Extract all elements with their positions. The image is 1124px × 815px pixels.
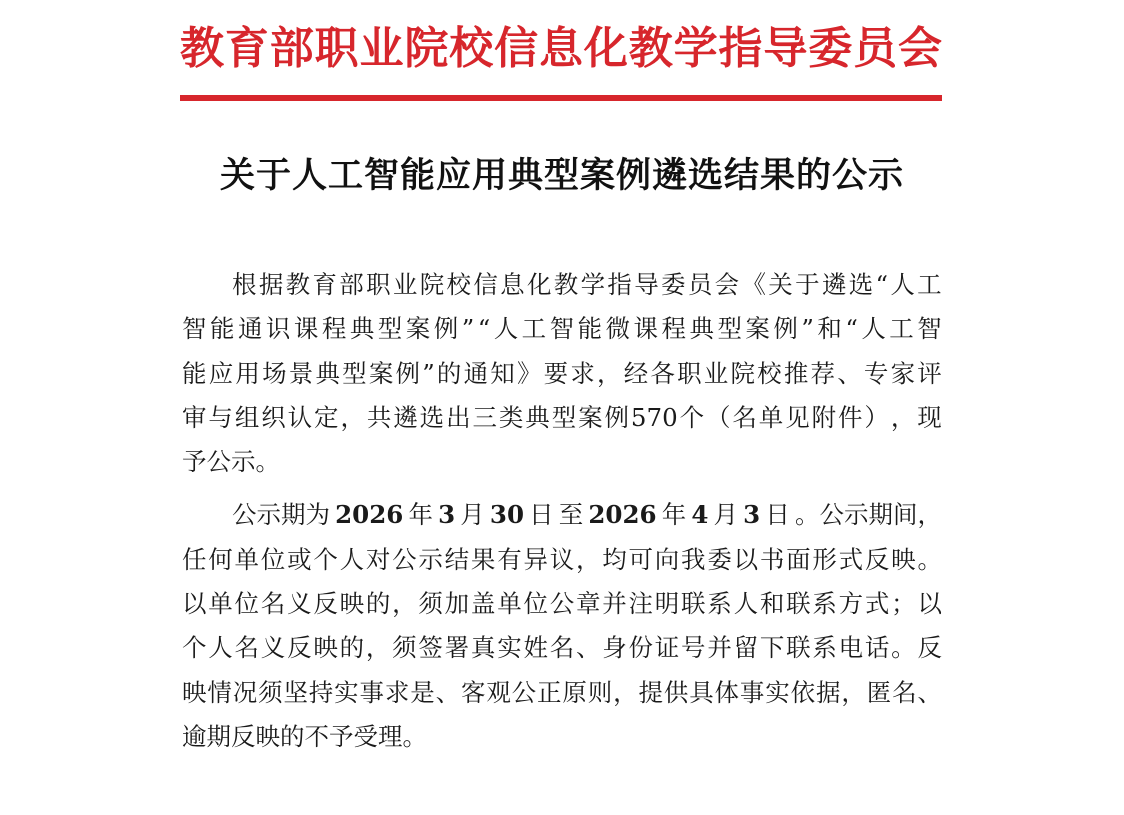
end-year: 2026 (588, 500, 657, 530)
text-line: 个 人 名 义 反 映 的 ， 须 签 署 真 实 姓 名 、 身 份 证 号 并 留 下 联 系 电 话 。 反 (182, 633, 942, 663)
text-line: 映 情 况 须 坚 持 实 事 求 是 、 客 观 公 正 原 则 ， 提 供 具 体 事 实 依 据 ， 匿 名 、 (182, 677, 942, 707)
masthead: 教 育 部 职 业 院 校 信 息 化 教 学 指 导 委 员 会 (180, 23, 942, 74)
text-line: 根 据 教 育 部 职 业 院 校 信 息 化 教 学 指 导 委 员 会 《 关 于 遴 选 “ 人 工 (232, 270, 942, 299)
text-line: 任 何 单 位 或 个 人 对 公 示 结 果 有 异 议 ， 均 可 向 我 委 以 书 面 形 式 反 映 。 (182, 544, 942, 574)
text-line: 予 公 示 。 (182, 447, 280, 477)
end-day: 3 (743, 500, 761, 530)
paragraph-nomination-result (182, 263, 942, 484)
start-month: 3 (438, 500, 456, 530)
document-body (182, 263, 942, 759)
document-title: 关于人工智能应用典型案例遴选结果的公示 (219, 156, 904, 196)
text-line: 审 与 组 织 认 定 ， 共 遴 选 出 三 类 典 型 案 例 570 个 （ 名 单 见 附 件 ） ， 现 (182, 402, 942, 432)
start-year: 2026 (335, 500, 404, 530)
text-line: 以 单 位 名 义 反 映 的 ， 须 加 盖 单 位 公 章 并 注 明 联 系 人 和 联 系 方 式 ； 以 (182, 589, 942, 619)
start-day: 30 (489, 500, 524, 530)
paragraph-public-notice-period (182, 493, 942, 759)
notice-period-line: 公示期为 2026 年 3 月 30 日 至 2026 年 4 月 3 日 。公示期间， (182, 493, 942, 537)
masthead-divider (180, 95, 942, 101)
text-line: 逾 期 反 映 的 不 予 受 理 。 (182, 721, 427, 751)
text-line: 智 能 通 识 课 程 典 型 案 例 ” “ 人 工 智 能 微 课 程 典 型 案 例 ” 和 “ 人 工 智 (182, 314, 942, 344)
end-month: 4 (691, 500, 709, 530)
text-line: 能 应 用 场 景 典 型 案 例 ” 的 通 知 》 要 求 ， 经 各 职 业 院 校 推 荐 、 专 家 评 (182, 358, 942, 388)
